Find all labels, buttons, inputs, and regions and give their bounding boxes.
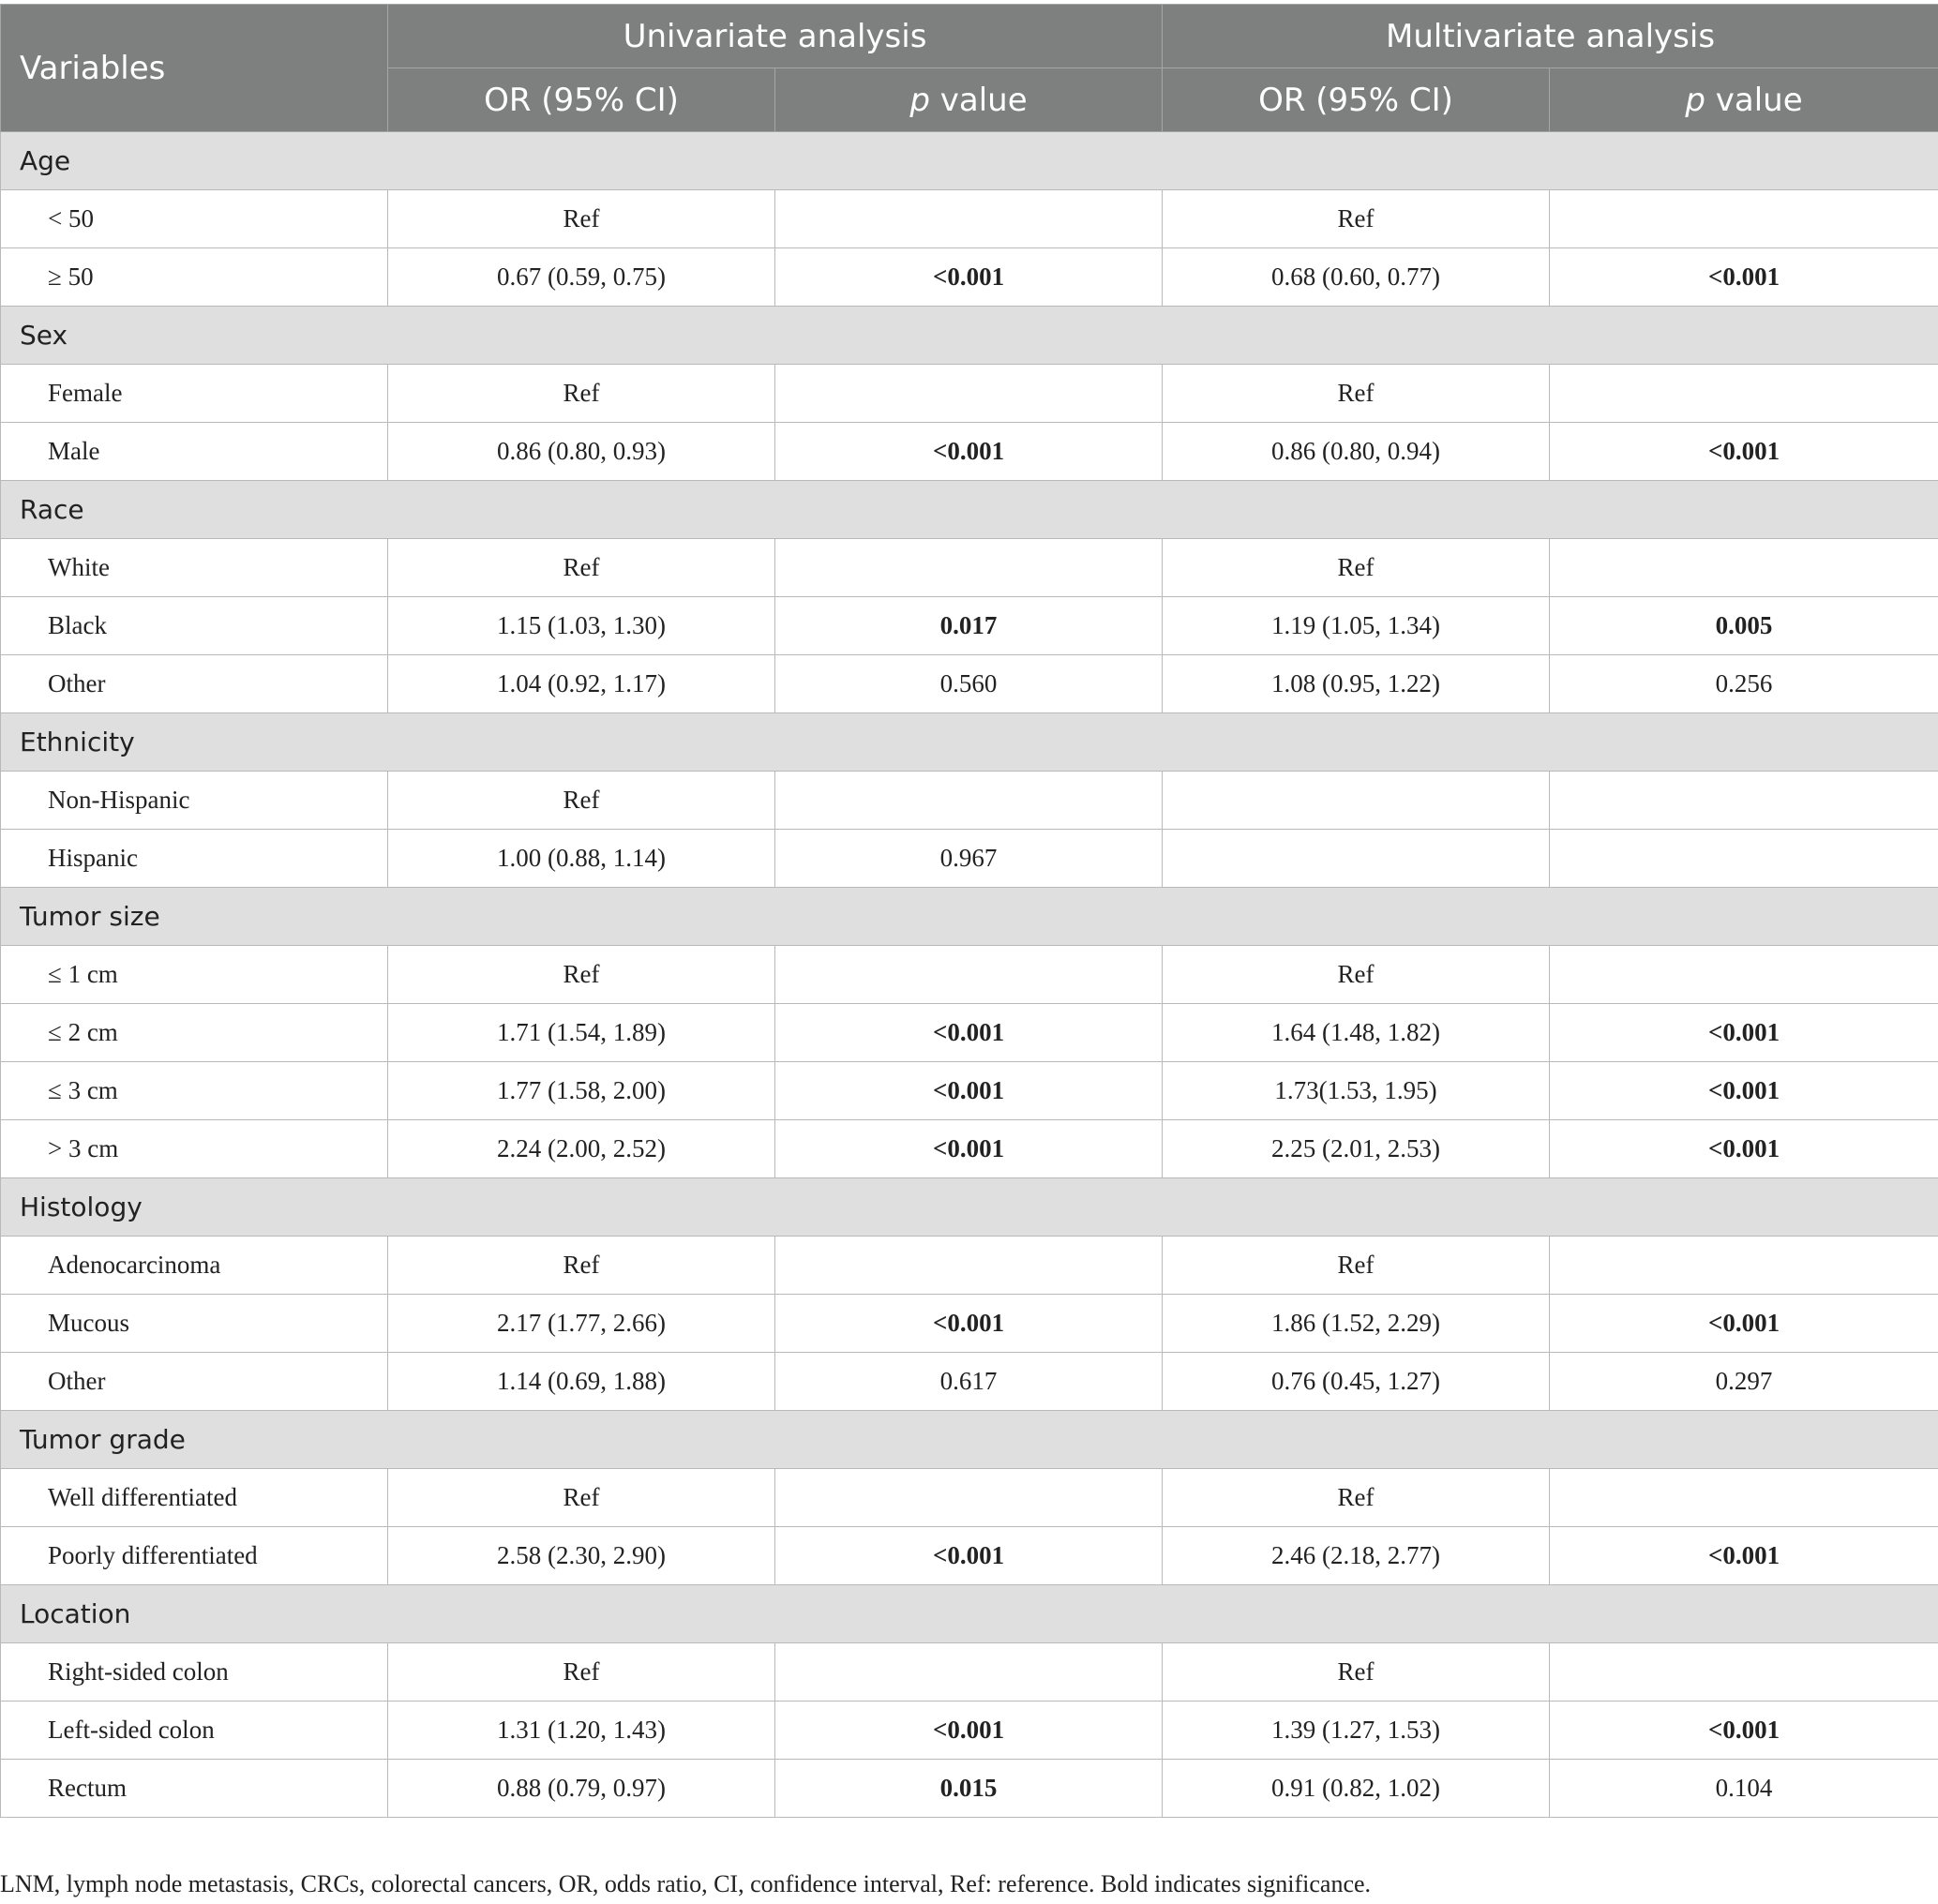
row-label: Adenocarcinoma [1, 1237, 388, 1295]
univariate-or-cell: 0.86 (0.80, 0.93) [388, 423, 775, 481]
table-row [1, 1469, 1938, 1527]
group-label: Tumor grade [1, 1411, 1938, 1469]
univariate-or-cell: 0.67 (0.59, 0.75) [388, 248, 775, 307]
row-label: Rectum [1, 1760, 388, 1818]
univariate-or-cell: Ref [388, 190, 775, 248]
univariate-or-cell: 1.71 (1.54, 1.89) [388, 1004, 775, 1062]
univariate-p-cell: 0.015 [775, 1760, 1163, 1818]
multivariate-or-cell: 1.73(1.53, 1.95) [1163, 1062, 1550, 1120]
row-label: Other [1, 1353, 388, 1411]
variables-header: Variables [1, 5, 388, 132]
table-row [1, 1527, 1938, 1585]
univariate-p-cell: <0.001 [775, 1702, 1163, 1760]
table-row [1, 1643, 1938, 1702]
row-label: White [1, 539, 388, 597]
multivariate-or-cell: Ref [1163, 1469, 1550, 1527]
row-label: Mucous [1, 1295, 388, 1353]
row-label: Non-Hispanic [1, 772, 388, 830]
group-label: Histology [1, 1178, 1938, 1237]
univariate-p-cell: <0.001 [775, 1004, 1163, 1062]
table-row [1, 1702, 1938, 1760]
row-label: > 3 cm [1, 1120, 388, 1178]
univariate-or-cell: Ref [388, 1237, 775, 1295]
univariate-or-cell: Ref [388, 772, 775, 830]
p-value-word: value [1715, 81, 1803, 119]
p-letter: p [909, 81, 930, 119]
multivariate-p-cell [1550, 539, 1938, 597]
univariate-p-cell: <0.001 [775, 1527, 1163, 1585]
group-label: Location [1, 1585, 1938, 1643]
multivariate-p-cell: 0.256 [1550, 655, 1938, 713]
univariate-or-cell: Ref [388, 946, 775, 1004]
multivariate-p-cell: 0.104 [1550, 1760, 1938, 1818]
multivariate-p-cell [1550, 1643, 1938, 1702]
multivariate-p-cell [1550, 190, 1938, 248]
multivariate-or-cell: 0.91 (0.82, 1.02) [1163, 1760, 1550, 1818]
row-label: Female [1, 365, 388, 423]
multivariate-or-cell: 2.25 (2.01, 2.53) [1163, 1120, 1550, 1178]
row-label: Other [1, 655, 388, 713]
table-row [1, 190, 1938, 248]
multivariate-p-cell: <0.001 [1550, 1295, 1938, 1353]
univariate-or-cell: 1.00 (0.88, 1.14) [388, 830, 775, 888]
multivariate-p-cell [1550, 1469, 1938, 1527]
univariate-p-cell: 0.560 [775, 655, 1163, 713]
univariate-or-cell: Ref [388, 539, 775, 597]
multivariate-or-cell: 1.64 (1.48, 1.82) [1163, 1004, 1550, 1062]
multivariate-p-cell: 0.297 [1550, 1353, 1938, 1411]
multivariate-or-cell: 1.86 (1.52, 2.29) [1163, 1295, 1550, 1353]
multivariate-or-cell: Ref [1163, 1237, 1550, 1295]
univariate-p-cell [775, 539, 1163, 597]
table-footnote: LNM, lymph node metastasis, CRCs, colorectal cancers, OR, odds ratio, CI, confidence interval, Ref: reference. Bold indicates significance. [0, 1870, 1372, 1897]
multivariate-p-cell: <0.001 [1550, 1062, 1938, 1120]
univariate-or-cell: Ref [388, 365, 775, 423]
row-label: Left-sided colon [1, 1702, 388, 1760]
univariate-p-cell: <0.001 [775, 1062, 1163, 1120]
row-label: Poorly differentiated [1, 1527, 388, 1585]
multivariate-p-cell [1550, 946, 1938, 1004]
multivariate-p-cell: <0.001 [1550, 423, 1938, 481]
univariate-p-cell: 0.617 [775, 1353, 1163, 1411]
row-label: Well differentiated [1, 1469, 388, 1527]
univariate-p-header [775, 68, 1163, 132]
row-label: ≤ 3 cm [1, 1062, 388, 1120]
table-header [1, 5, 1938, 132]
univariate-or-cell: 1.04 (0.92, 1.17) [388, 655, 775, 713]
multivariate-p-cell [1550, 1237, 1938, 1295]
table-row [1, 248, 1938, 307]
multivariate-p-cell: <0.001 [1550, 1004, 1938, 1062]
univariate-p-cell [775, 1469, 1163, 1527]
p-value-word: value [939, 81, 1028, 119]
multivariate-or-cell: 1.39 (1.27, 1.53) [1163, 1702, 1550, 1760]
multivariate-p-cell: <0.001 [1550, 1527, 1938, 1585]
group-row [1, 1585, 1938, 1643]
multivariate-or-cell: Ref [1163, 365, 1550, 423]
univariate-or-cell: Ref [388, 1643, 775, 1702]
univariate-or-cell: 0.88 (0.79, 0.97) [388, 1760, 775, 1818]
group-label: Sex [1, 307, 1938, 365]
multivariate-or-cell: 1.08 (0.95, 1.22) [1163, 655, 1550, 713]
multivariate-p-header [1550, 68, 1938, 132]
univariate-or-cell: Ref [388, 1469, 775, 1527]
multivariate-or-cell: Ref [1163, 1643, 1550, 1702]
univariate-or-cell: 1.31 (1.20, 1.43) [388, 1702, 775, 1760]
table-row [1, 1004, 1938, 1062]
table-row [1, 1237, 1938, 1295]
table-row [1, 830, 1938, 888]
univariate-p-cell [775, 946, 1163, 1004]
univariate-or-header: OR (95% CI) [388, 68, 775, 132]
group-label: Ethnicity [1, 713, 1938, 772]
table-row [1, 946, 1938, 1004]
row-label: Black [1, 597, 388, 655]
group-row [1, 132, 1938, 190]
table-row [1, 1760, 1938, 1818]
table-row [1, 1295, 1938, 1353]
univariate-p-cell [775, 190, 1163, 248]
multivariate-p-cell: <0.001 [1550, 1702, 1938, 1760]
univariate-p-cell: 0.017 [775, 597, 1163, 655]
multivariate-p-cell [1550, 830, 1938, 888]
univariate-p-cell: 0.967 [775, 830, 1163, 888]
univariate-or-cell: 1.14 (0.69, 1.88) [388, 1353, 775, 1411]
table-row [1, 772, 1938, 830]
row-label: < 50 [1, 190, 388, 248]
table-row [1, 539, 1938, 597]
multivariate-or-cell: 0.86 (0.80, 0.94) [1163, 423, 1550, 481]
table-body [1, 132, 1938, 1818]
univariate-p-cell [775, 772, 1163, 830]
group-label: Race [1, 481, 1938, 539]
multivariate-or-cell: 1.19 (1.05, 1.34) [1163, 597, 1550, 655]
multivariate-p-cell: <0.001 [1550, 1120, 1938, 1178]
multivariate-or-cell [1163, 772, 1550, 830]
table-row [1, 597, 1938, 655]
multivariate-or-cell: 2.46 (2.18, 2.77) [1163, 1527, 1550, 1585]
multivariate-p-cell: <0.001 [1550, 248, 1938, 307]
row-label: ≤ 2 cm [1, 1004, 388, 1062]
univariate-or-cell: 2.58 (2.30, 2.90) [388, 1527, 775, 1585]
multivariate-p-cell [1550, 772, 1938, 830]
multivariate-p-cell: 0.005 [1550, 597, 1938, 655]
group-label: Age [1, 132, 1938, 190]
group-row [1, 1178, 1938, 1237]
results-table [0, 4, 1938, 1818]
univariate-or-cell: 2.24 (2.00, 2.52) [388, 1120, 775, 1178]
group-row [1, 713, 1938, 772]
table-row [1, 1120, 1938, 1178]
univariate-or-cell: 1.15 (1.03, 1.30) [388, 597, 775, 655]
univariate-p-cell: <0.001 [775, 1295, 1163, 1353]
table-row [1, 1353, 1938, 1411]
univariate-p-cell: <0.001 [775, 248, 1163, 307]
table-row [1, 365, 1938, 423]
multivariate-or-cell: Ref [1163, 946, 1550, 1004]
multivariate-or-cell [1163, 830, 1550, 888]
multivariate-or-cell: 0.68 (0.60, 0.77) [1163, 248, 1550, 307]
row-label: Male [1, 423, 388, 481]
row-label: Right-sided colon [1, 1643, 388, 1702]
multivariate-p-cell [1550, 365, 1938, 423]
group-row [1, 888, 1938, 946]
multivariate-or-cell: Ref [1163, 539, 1550, 597]
row-label: ≥ 50 [1, 248, 388, 307]
group-label: Tumor size [1, 888, 1938, 946]
univariate-or-cell: 2.17 (1.77, 2.66) [388, 1295, 775, 1353]
group-row [1, 1411, 1938, 1469]
row-label: ≤ 1 cm [1, 946, 388, 1004]
table-row [1, 423, 1938, 481]
univariate-p-cell [775, 1643, 1163, 1702]
row-label: Hispanic [1, 830, 388, 888]
table-row [1, 655, 1938, 713]
univariate-p-cell [775, 1237, 1163, 1295]
univariate-header: Univariate analysis [388, 5, 1163, 68]
table-row [1, 1062, 1938, 1120]
univariate-p-cell: <0.001 [775, 1120, 1163, 1178]
multivariate-or-cell: Ref [1163, 190, 1550, 248]
multivariate-or-header: OR (95% CI) [1163, 68, 1550, 132]
multivariate-or-cell: 0.76 (0.45, 1.27) [1163, 1353, 1550, 1411]
univariate-p-cell [775, 365, 1163, 423]
univariate-or-cell: 1.77 (1.58, 2.00) [388, 1062, 775, 1120]
group-row [1, 481, 1938, 539]
p-letter: p [1685, 81, 1705, 119]
group-row [1, 307, 1938, 365]
multivariate-header: Multivariate analysis [1163, 5, 1938, 68]
univariate-p-cell: <0.001 [775, 423, 1163, 481]
